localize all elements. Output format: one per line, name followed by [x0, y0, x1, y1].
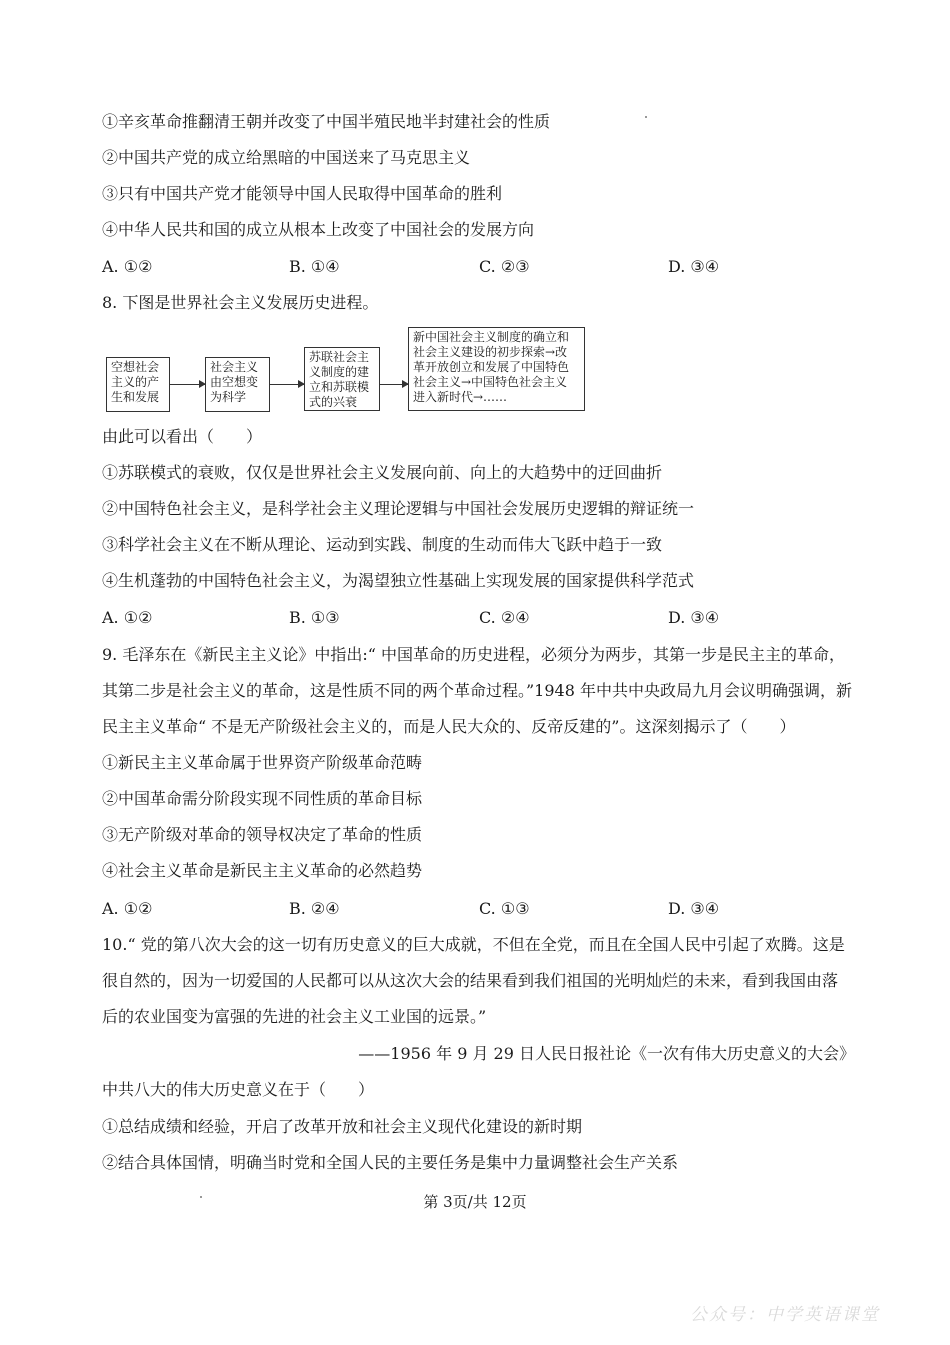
- q9-stem-line-3: 民主主义革命“ 不是无产阶级社会主义的，而是人民大众的、反帝反建的”。这深刻揭示了（ ）: [102, 717, 796, 736]
- q9-option-b: B. ②④: [289, 899, 340, 918]
- q9-option-d: D. ③④: [668, 899, 720, 918]
- q10-stem-line-1: 10.“ 党的第八次大会的这一切有历史意义的巨大成就，不但在全党，而且在全国人民中引起了欢腾。这是: [102, 935, 845, 954]
- q10-stem-line-3: 后的农业国变为富强的先进的社会主义工业国的远景。”: [102, 1007, 487, 1026]
- q10-stem-line-2: 很自然的，因为一切爱国的人民都可以从这次大会的结果看到我们祖国的光明灿烂的未来，看到我国由落: [102, 971, 839, 990]
- q7-option-d: D. ③④: [668, 257, 720, 276]
- flow-arrow-2: [270, 384, 304, 385]
- flow-arrow-3: [380, 384, 408, 385]
- q8-option-c: C. ②④: [479, 608, 530, 627]
- q9-item-1: ①新民主主义革命属于世界资产阶级革命范畴: [102, 753, 423, 772]
- q9-item-4: ④社会主义革命是新民主主义革命的必然趋势: [102, 861, 423, 880]
- q9-item-3: ③无产阶级对革命的领导权决定了革命的性质: [102, 825, 423, 844]
- q8-item-1: ①苏联模式的衰败，仅仅是世界社会主义发展向前、向上的大趋势中的迂回曲折: [102, 463, 663, 482]
- q9-stem-line-1: 9. 毛泽东在《新民主主义论》中指出:“ 中国革命的历史进程，必须分为两步，其第一步是民主主的革命，: [102, 645, 846, 664]
- q7-option-c: C. ②③: [479, 257, 530, 276]
- q10-item-1: ①总结成绩和经验，开启了改革开放和社会主义现代化建设的新时期: [102, 1117, 583, 1136]
- q8-option-b: B. ①③: [289, 608, 340, 627]
- q8-item-3: ③科学社会主义在不断从理论、运动到实践、制度的生动而伟大飞跃中趋于一致: [102, 535, 663, 554]
- q10-item-2: ②结合具体国情，明确当时党和全国人民的主要任务是集中力量调整社会生产关系: [102, 1153, 679, 1172]
- flow-arrow-1: [170, 384, 205, 385]
- q7-item-3: ③只有中国共产党才能领导中国人民取得中国革命的胜利: [102, 184, 503, 203]
- q8-item-4: ④生机蓬勃的中国特色社会主义，为渴望独立性基础上实现发展的国家提供科学范式: [102, 571, 695, 590]
- q7-option-b: B. ①④: [289, 257, 340, 276]
- flow-box-3: 苏联社会主 义制度的建 立和苏联模 式的兴衰: [304, 347, 380, 411]
- watermark: 公众号：中学英语课堂: [690, 1305, 880, 1325]
- q7-item-2: ②中国共产党的成立给黑暗的中国送来了马克思主义: [102, 148, 471, 167]
- q10-source: ——1956 年 9 月 29 日人民日报社论《一次有伟大历史意义的大会》: [358, 1044, 855, 1063]
- q8-question: 由此可以看出（ ）: [102, 427, 263, 446]
- q7-item-4: ④中华人民共和国的成立从根本上改变了中国社会的发展方向: [102, 220, 535, 239]
- scan-speck: [200, 1196, 202, 1198]
- q9-item-2: ②中国革命需分阶段实现不同性质的革命目标: [102, 789, 423, 808]
- q8-option-d: D. ③④: [668, 608, 720, 627]
- q7-item-1: ①辛亥革命推翻清王朝并改变了中国半殖民地半封建社会的性质: [102, 112, 551, 131]
- q9-option-a: A. ①②: [102, 899, 153, 918]
- scan-speck: [645, 116, 647, 118]
- flow-box-2: 社会主义 由空想变 为科学: [205, 357, 270, 412]
- page-footer: 第 3页/共 12页: [423, 1193, 527, 1211]
- flow-box-4: 新中国社会主义制度的确立和 社会主义建设的初步探索→改 革开放创立和发展了中国特色 社会主义→中国特色社会主义 进入新时代→……: [408, 327, 585, 411]
- q10-question: 中共八大的伟大历史意义在于（ ）: [102, 1080, 375, 1099]
- q7-option-a: A. ①②: [102, 257, 153, 276]
- q9-option-c: C. ①③: [479, 899, 530, 918]
- q9-stem-line-2: 其第二步是社会主义的革命，这是性质不同的两个革命过程。”1948 年中共中央政局九月会议明确强调，新: [102, 681, 852, 700]
- q8-item-2: ②中国特色社会主义，是科学社会主义理论逻辑与中国社会发展历史逻辑的辩证统一: [102, 499, 695, 518]
- q8-stem: 8. 下图是世界社会主义发展历史进程。: [102, 293, 379, 312]
- q8-option-a: A. ①②: [102, 608, 153, 627]
- flow-box-1: 空想社会 主义的产 生和发展: [106, 357, 170, 412]
